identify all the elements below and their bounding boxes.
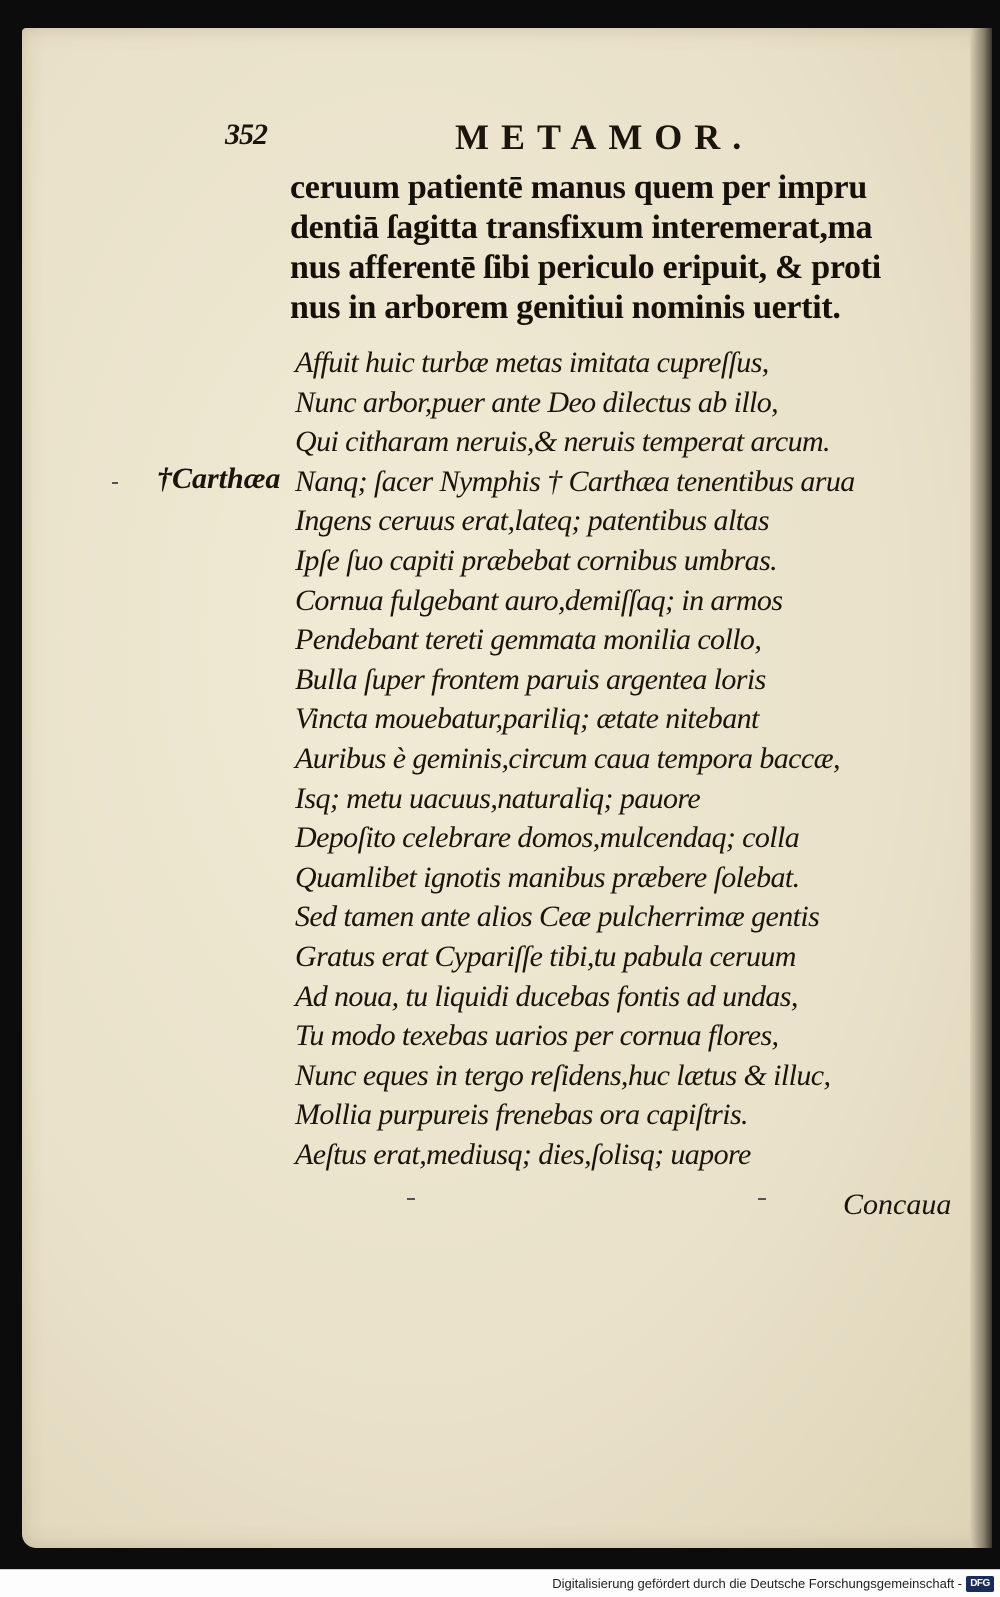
verse-block [295, 343, 935, 1174]
page-spine-shadow [970, 28, 992, 1548]
verse-line: Aeſtus erat,mediusq; dies,ſolisq; uapore [295, 1137, 751, 1171]
page-number: 352 [225, 118, 267, 151]
prose-line: dentiā ſagitta transfixum interemerat,ma [290, 209, 873, 246]
marginal-note: †Carthæa [157, 462, 281, 495]
verse-line: Sed tamen ante alios Ceæ pulcherrimæ gentis [295, 900, 820, 934]
footer-credit: Digitalisierung gefördert durch die Deutsche Forschungsgemeinschaft - [552, 1576, 962, 1591]
prose-line: nus afferentē ſibi periculo eripuit, & proti [290, 249, 881, 286]
catchword: Concaua [843, 1188, 952, 1221]
verse-line: Ipſe ſuo capiti præbebat cornibus umbras. [295, 543, 778, 577]
verse-line: Quamlibet ignotis manibus præbere ſolebat. [295, 860, 800, 894]
verse-line: Tu modo texebas uarios per cornua flores, [295, 1019, 779, 1053]
verse-line: Nunc arbor,puer ante Deo dilectus ab illo, [295, 385, 779, 419]
verse-line: Auribus è geminis,circum caua tempora baccæ, [295, 741, 840, 775]
verse-line: Qui citharam neruis,& neruis temperat arcum. [295, 425, 830, 459]
verse-line: Nunc eques in tergo reſidens,huc lætus & illuc, [295, 1058, 831, 1092]
margin-mark [112, 482, 118, 484]
verse-line: Ad noua, tu liquidi ducebas fontis ad undas, [295, 979, 798, 1013]
verse-line: Vincta mouebatur,pariliq; ætate nitebant [295, 702, 759, 736]
verse-line: Gratus erat Cypariſſe tibi,tu pabula ceruum [295, 939, 796, 973]
verse-line: Cornua fulgebant auro,demiſſaq; in armos [295, 583, 783, 617]
verse-line: Depoſito celebrare domos,mulcendaq; colla [295, 821, 800, 855]
footer-bar [0, 1569, 1000, 1597]
verse-line: Affuit huic turbæ metas imitata cupreſſus, [295, 346, 769, 379]
verse-line: Mollia purpureis frenebas ora capiſtris. [295, 1098, 748, 1132]
running-head: METAMOR. [455, 117, 754, 157]
prose-line: ceruum patientē manus quem per impru [290, 169, 867, 206]
ink-mark [407, 1198, 415, 1200]
verse-line: Ingens ceruus erat,lateq; patentibus altas [295, 504, 769, 538]
verse-line: Isq; metu uacuus,naturaliq; pauore [295, 781, 701, 815]
dfg-logo: DFG [966, 1576, 994, 1592]
prose-block [290, 168, 950, 328]
ink-mark [758, 1198, 766, 1200]
verse-line: Nanq; ſacer Nymphis † Carthæa tenentibus arua [295, 464, 855, 498]
verse-line: Bulla ſuper frontem paruis argentea loris [295, 662, 766, 696]
verse-line: Pendebant tereti gemmata monilia collo, [295, 623, 762, 657]
prose-line: nus in arborem genitiui nominis uertit. [290, 289, 841, 326]
